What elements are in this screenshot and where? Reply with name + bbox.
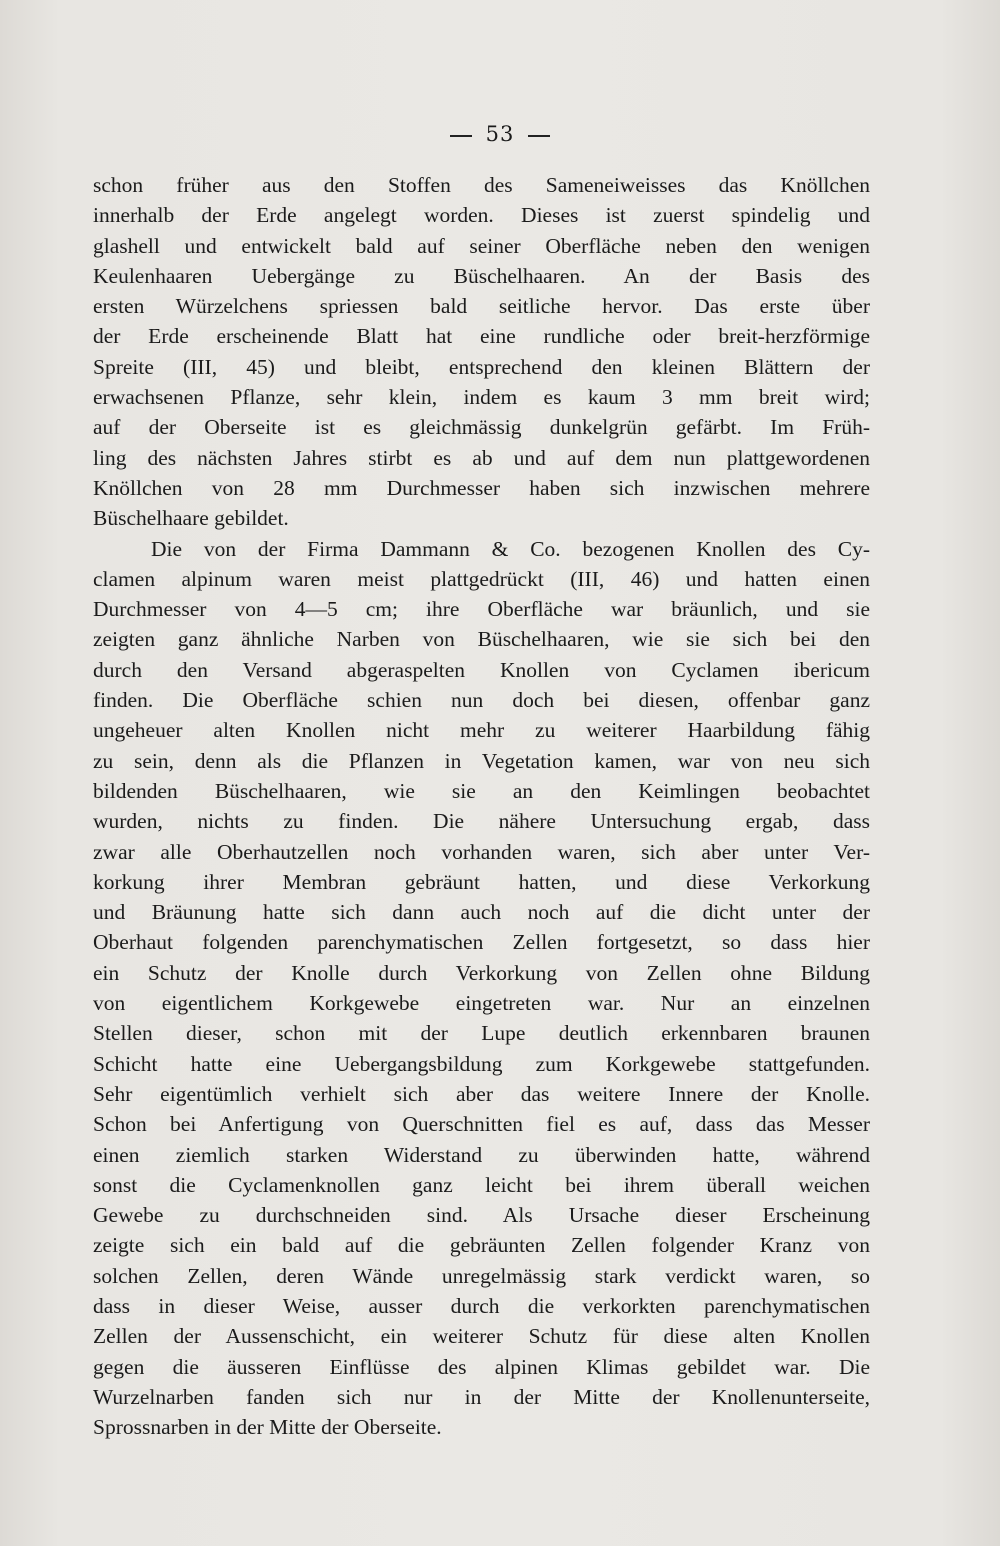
text-line: Stellen dieser, schon mit der Lupe deutlich erkennbaren braunen	[93, 1021, 870, 1046]
text-line: zeigte sich ein bald auf die gebräunten Zellen folgender Kranz von	[93, 1233, 870, 1258]
text-line: ersten Würzelchens spriessen bald seitliche hervor. Das erste über	[93, 294, 870, 319]
text-line: Sprossnarben in der Mitte der Oberseite.	[93, 1415, 442, 1440]
text-line: gegen die äusseren Einflüsse des alpinen Klimas gebildet war. Die	[93, 1354, 870, 1379]
text-line: Büschelhaare gebildet.	[93, 506, 289, 531]
text-line: bildenden Büschelhaaren, wie sie an den Keimlingen beobachtet	[93, 778, 870, 803]
text-line: Wurzelnarben fanden sich nur in der Mitte der Knollenunterseite,	[93, 1384, 870, 1409]
text-line: Spreite (III, 45) und bleibt, entsprechend den kleinen Blättern der	[93, 354, 870, 379]
text-line: erwachsenen Pflanze, sehr klein, indem es kaum 3 mm breit wird;	[93, 385, 870, 410]
text-line: und Bräunung hatte sich dann auch noch auf die dicht unter der	[93, 900, 870, 925]
text-line: sonst die Cyclamenknollen ganz leicht bei ihrem überall weichen	[93, 1172, 870, 1197]
text-line: Durchmesser von 4—5 cm; ihre Oberfläche war bräunlich, und sie	[93, 597, 870, 622]
page-number: 53	[485, 122, 515, 146]
text-line: ling des nächsten Jahres stirbt es ab und auf dem nun plattgewordenen	[93, 445, 870, 470]
text-line: Schicht hatte eine Uebergangsbildung zum Korkgewebe stattgefunden.	[93, 1051, 870, 1076]
text-line: von eigentlichem Korkgewebe eingetreten war. Nur an einzelnen	[93, 991, 870, 1016]
text-line: durch den Versand abgeraspelten Knollen von Cyclamen ibericum	[93, 657, 870, 682]
text-line: zwar alle Oberhautzellen noch vorhanden waren, sich aber unter Ver-	[93, 839, 870, 864]
text-line: ungeheuer alten Knollen nicht mehr zu weiterer Haarbildung fähig	[93, 718, 870, 743]
text-line: finden. Die Oberfläche schien nun doch bei diesen, offenbar ganz	[93, 688, 870, 713]
text-line: Keulenhaaren Uebergänge zu Büschelhaaren. An der Basis des	[93, 263, 870, 288]
text-line: Gewebe zu durchschneiden sind. Als Ursache dieser Erscheinung	[93, 1203, 870, 1228]
text-line: Schon bei Anfertigung von Querschnitten fiel es auf, dass das Messer	[93, 1112, 870, 1137]
page-number-header	[0, 122, 1000, 146]
text-line: Zellen der Aussenschicht, ein weiterer Schutz für diese alten Knollen	[93, 1324, 870, 1349]
text-line: solchen Zellen, deren Wände unregelmässig stark verdickt waren, so	[93, 1263, 870, 1288]
body-text	[93, 170, 870, 1442]
right-dash	[528, 135, 550, 137]
text-line: einen ziemlich starken Widerstand zu überwinden hatte, während	[93, 1142, 870, 1167]
text-line: zu sein, denn als die Pflanzen in Vegetation kamen, war von neu sich	[93, 748, 870, 773]
text-line: Die von der Firma Dammann & Co. bezogenen Knollen des Cy-	[151, 536, 870, 561]
text-line: zeigten ganz ähnliche Narben von Büschelhaaren, wie sie sich bei den	[93, 627, 870, 652]
text-line: der Erde erscheinende Blatt hat eine rundliche oder breit-herzförmige	[93, 324, 870, 349]
text-line: dass in dieser Weise, ausser durch die verkorkten parenchymatischen	[93, 1293, 870, 1318]
text-line: innerhalb der Erde angelegt worden. Dieses ist zuerst spindelig und	[93, 203, 870, 228]
text-line: Sehr eigentümlich verhielt sich aber das weitere Innere der Knolle.	[93, 1081, 870, 1106]
text-line: glashell und entwickelt bald auf seiner Oberfläche neben den wenigen	[93, 233, 870, 258]
text-line: korkung ihrer Membran gebräunt hatten, und diese Verkorkung	[93, 869, 870, 894]
text-line: Oberhaut folgenden parenchymatischen Zellen fortgesetzt, so dass hier	[93, 930, 870, 955]
text-line: ein Schutz der Knolle durch Verkorkung von Zellen ohne Bildung	[93, 960, 870, 985]
text-line: wurden, nichts zu finden. Die nähere Untersuchung ergab, dass	[93, 809, 870, 834]
text-line: clamen alpinum waren meist plattgedrückt (III, 46) und hatten einen	[93, 566, 870, 591]
text-line: auf der Oberseite ist es gleichmässig dunkelgrün gefärbt. Im Früh-	[93, 415, 870, 440]
left-dash	[450, 135, 472, 137]
text-line: Knöllchen von 28 mm Durchmesser haben sich inzwischen mehrere	[93, 475, 870, 500]
text-line: schon früher aus den Stoffen des Sameneiweisses das Knöllchen	[93, 173, 870, 197]
